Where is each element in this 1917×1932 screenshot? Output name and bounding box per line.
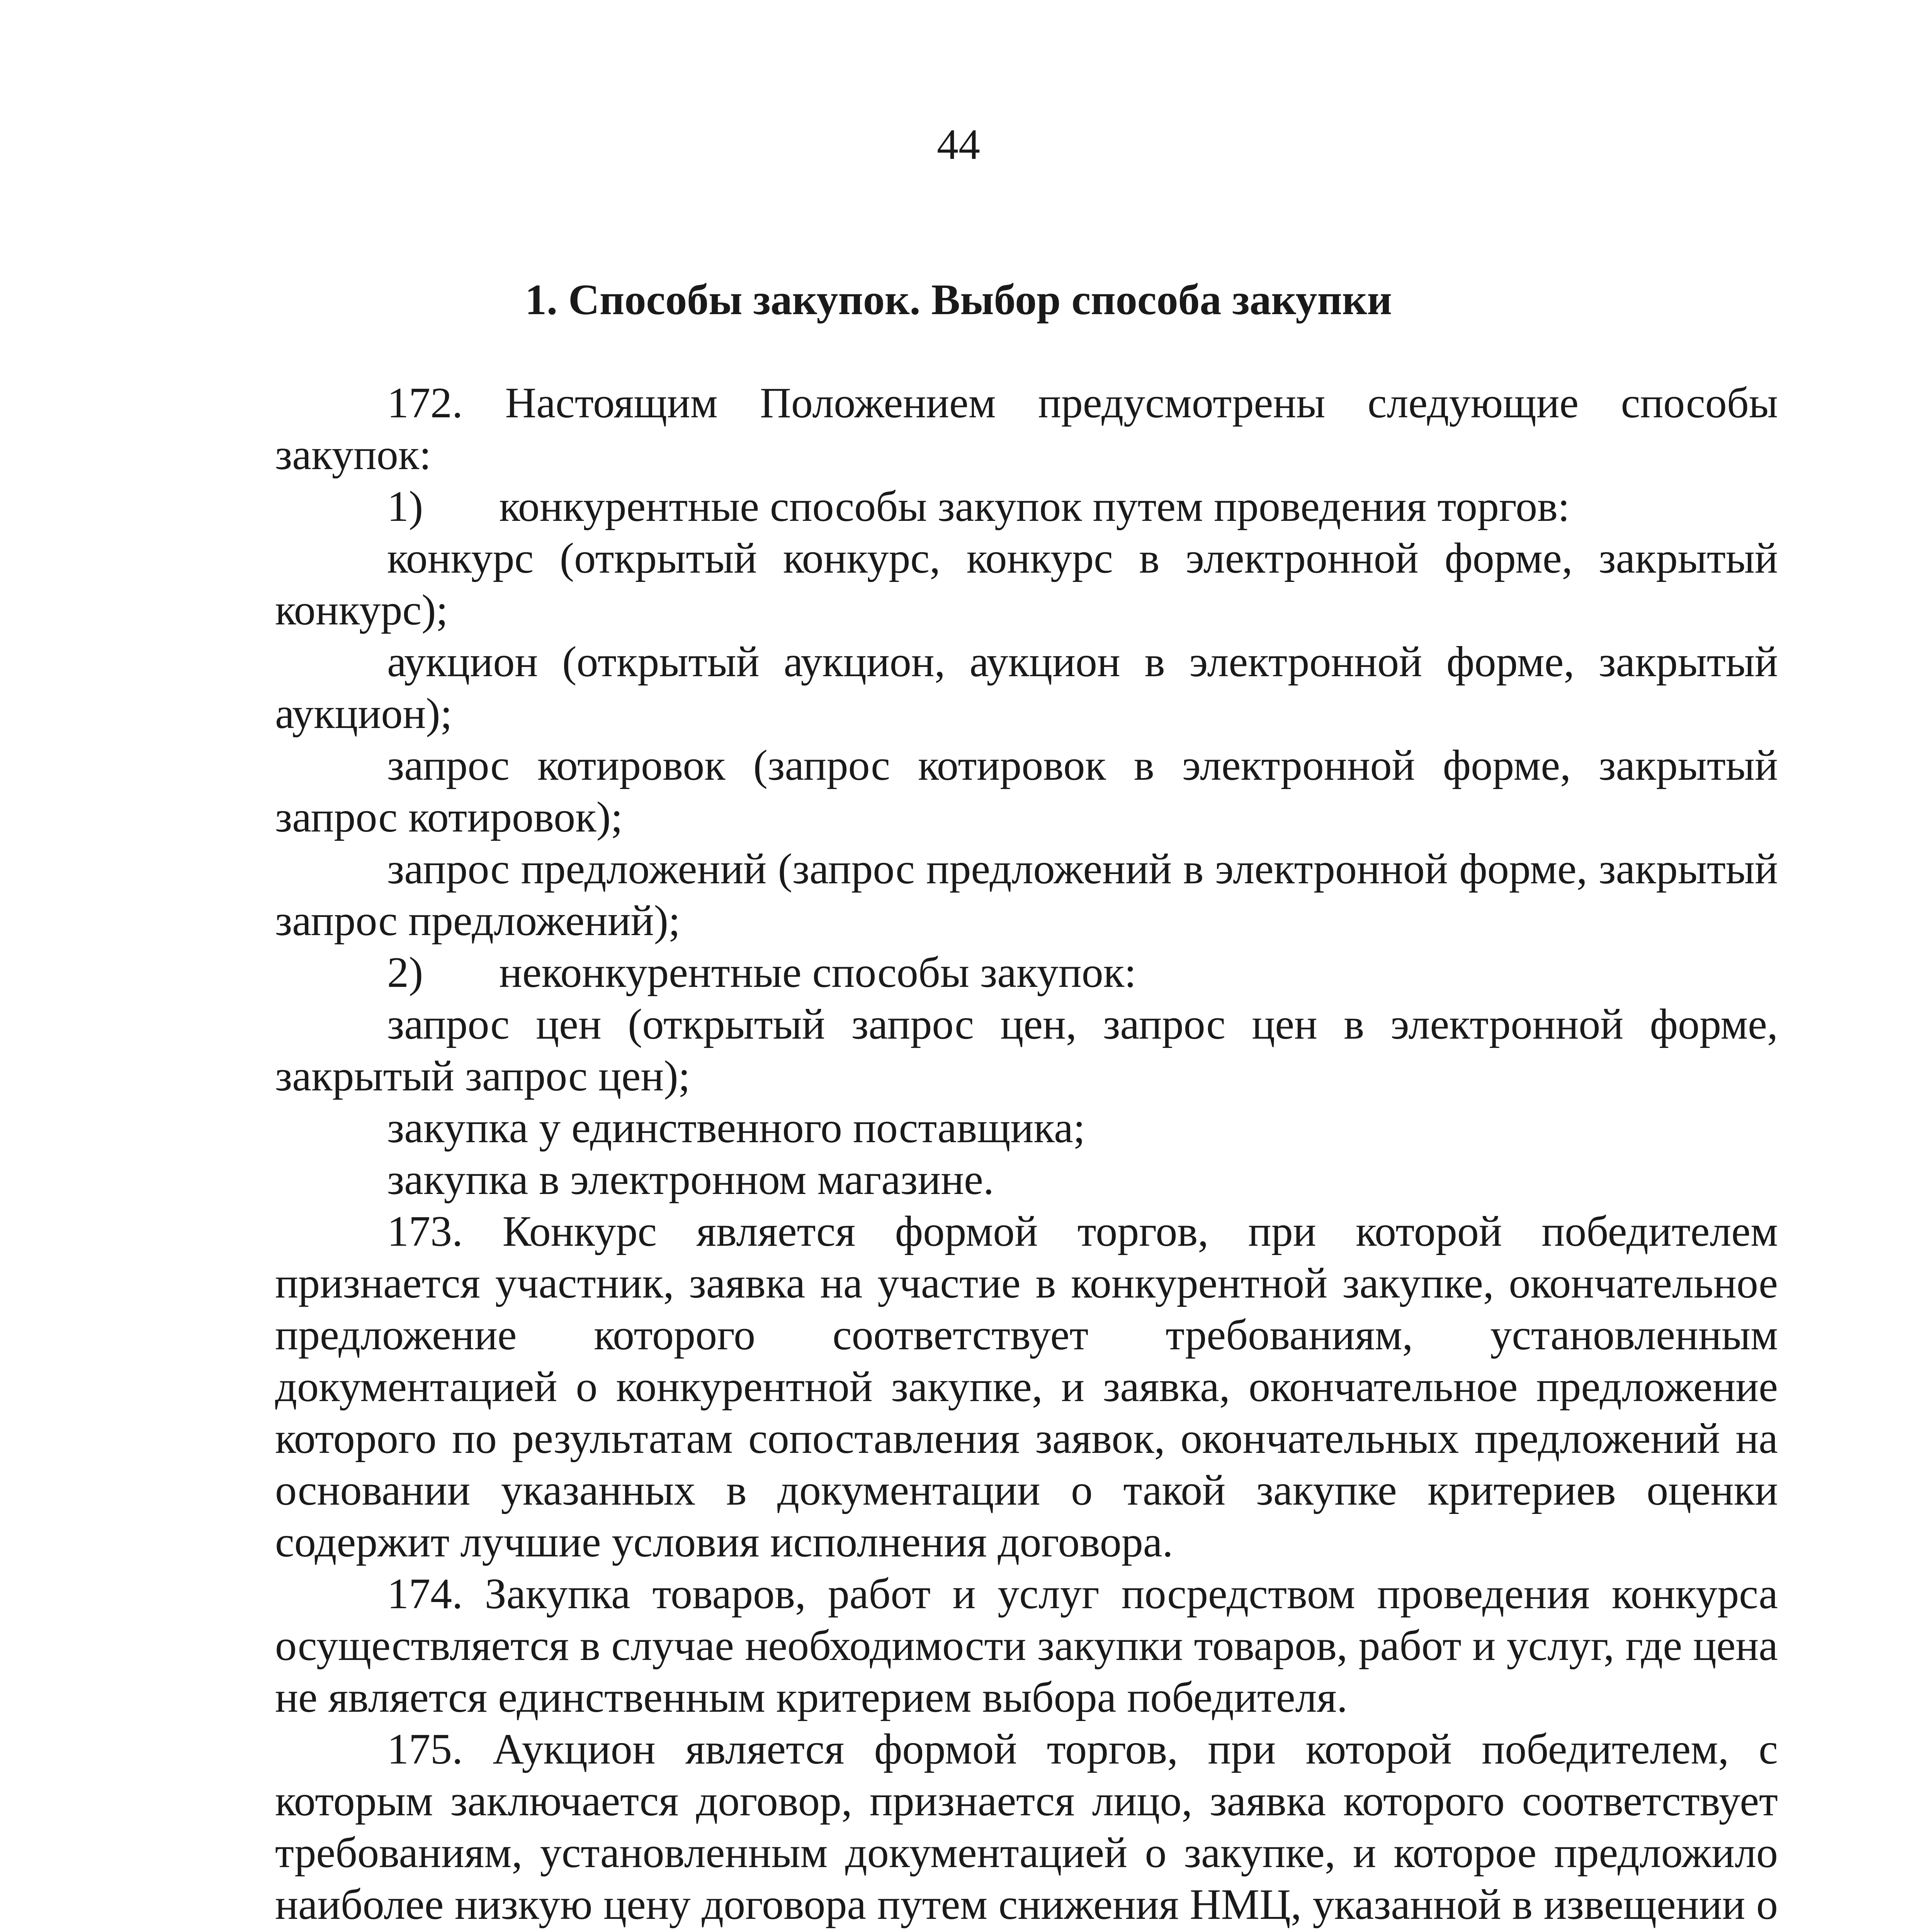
method-auction: аукцион (открытый аукцион, аукцион в электронной форме, закрытый аукцион);: [275, 638, 1778, 738]
list-item-text: неконкурентные способы закупок:: [499, 949, 1137, 997]
method-single-supplier: закупка у единственного поставщика;: [387, 1104, 1085, 1152]
paragraph-173: 173. Конкурс является формой торгов, при которой победителем признается участник, заявка на участие в конкурентной закупке, окончательное предложение которого соответствует требованиям, установленным документацией о конкурентной закупке, и заявка, окончательное предложение которого по результатам сопоставления заявок, окончательных предложений на основании указанных в документации о такой закупке критериев оценки содержит лучшие условия исполнения договора.: [275, 1208, 1778, 1566]
list-item-text: конкурентные способы закупок путем проведения торгов:: [499, 483, 1570, 531]
method-proposal-request: запрос предложений (запрос предложений в электронной форме, закрытый запрос предложений);: [275, 845, 1778, 945]
list-marker: 1): [387, 483, 423, 531]
method-price-request: запрос цен (открытый запрос цен, запрос цен в электронной форме, закрытый запрос цен);: [275, 1000, 1778, 1100]
paragraph-172: 172. Настоящим Положением предусмотрены следующие способы закупок:: [275, 379, 1778, 479]
section-title: 1. Способы закупок. Выбор способа закупки: [525, 276, 1392, 324]
paragraph-174: 174. Закупка товаров, работ и услуг посредством проведения конкурса осуществляется в случае необходимости закупки товаров, работ и услуг, где цена не является единственным критерием выбора победителя.: [275, 1570, 1778, 1721]
method-e-shop: закупка в электронном магазине.: [387, 1156, 994, 1204]
method-konkurs: конкурс (открытый конкурс, конкурс в электронной форме, закрытый конкурс);: [275, 534, 1778, 634]
paragraph-175: 175. Аукцион является формой торгов, при которой победителем, с которым заключается договор, признается лицо, заявка которого соответствует требованиям, установленным документацией о закупке, и которое предложило наиболее низкую цену договора путем снижения НМЦ, указанной в извещении о: [275, 1725, 1778, 1929]
list-item-1: [275, 481, 1778, 532]
list-item-2: [275, 947, 1778, 998]
list-marker: 2): [387, 949, 423, 997]
page-number: 44: [937, 121, 980, 168]
method-quotation-request: запрос котировок (запрос котировок в электронной форме, закрытый запрос котировок);: [275, 742, 1778, 841]
document-body: [275, 377, 1778, 1932]
